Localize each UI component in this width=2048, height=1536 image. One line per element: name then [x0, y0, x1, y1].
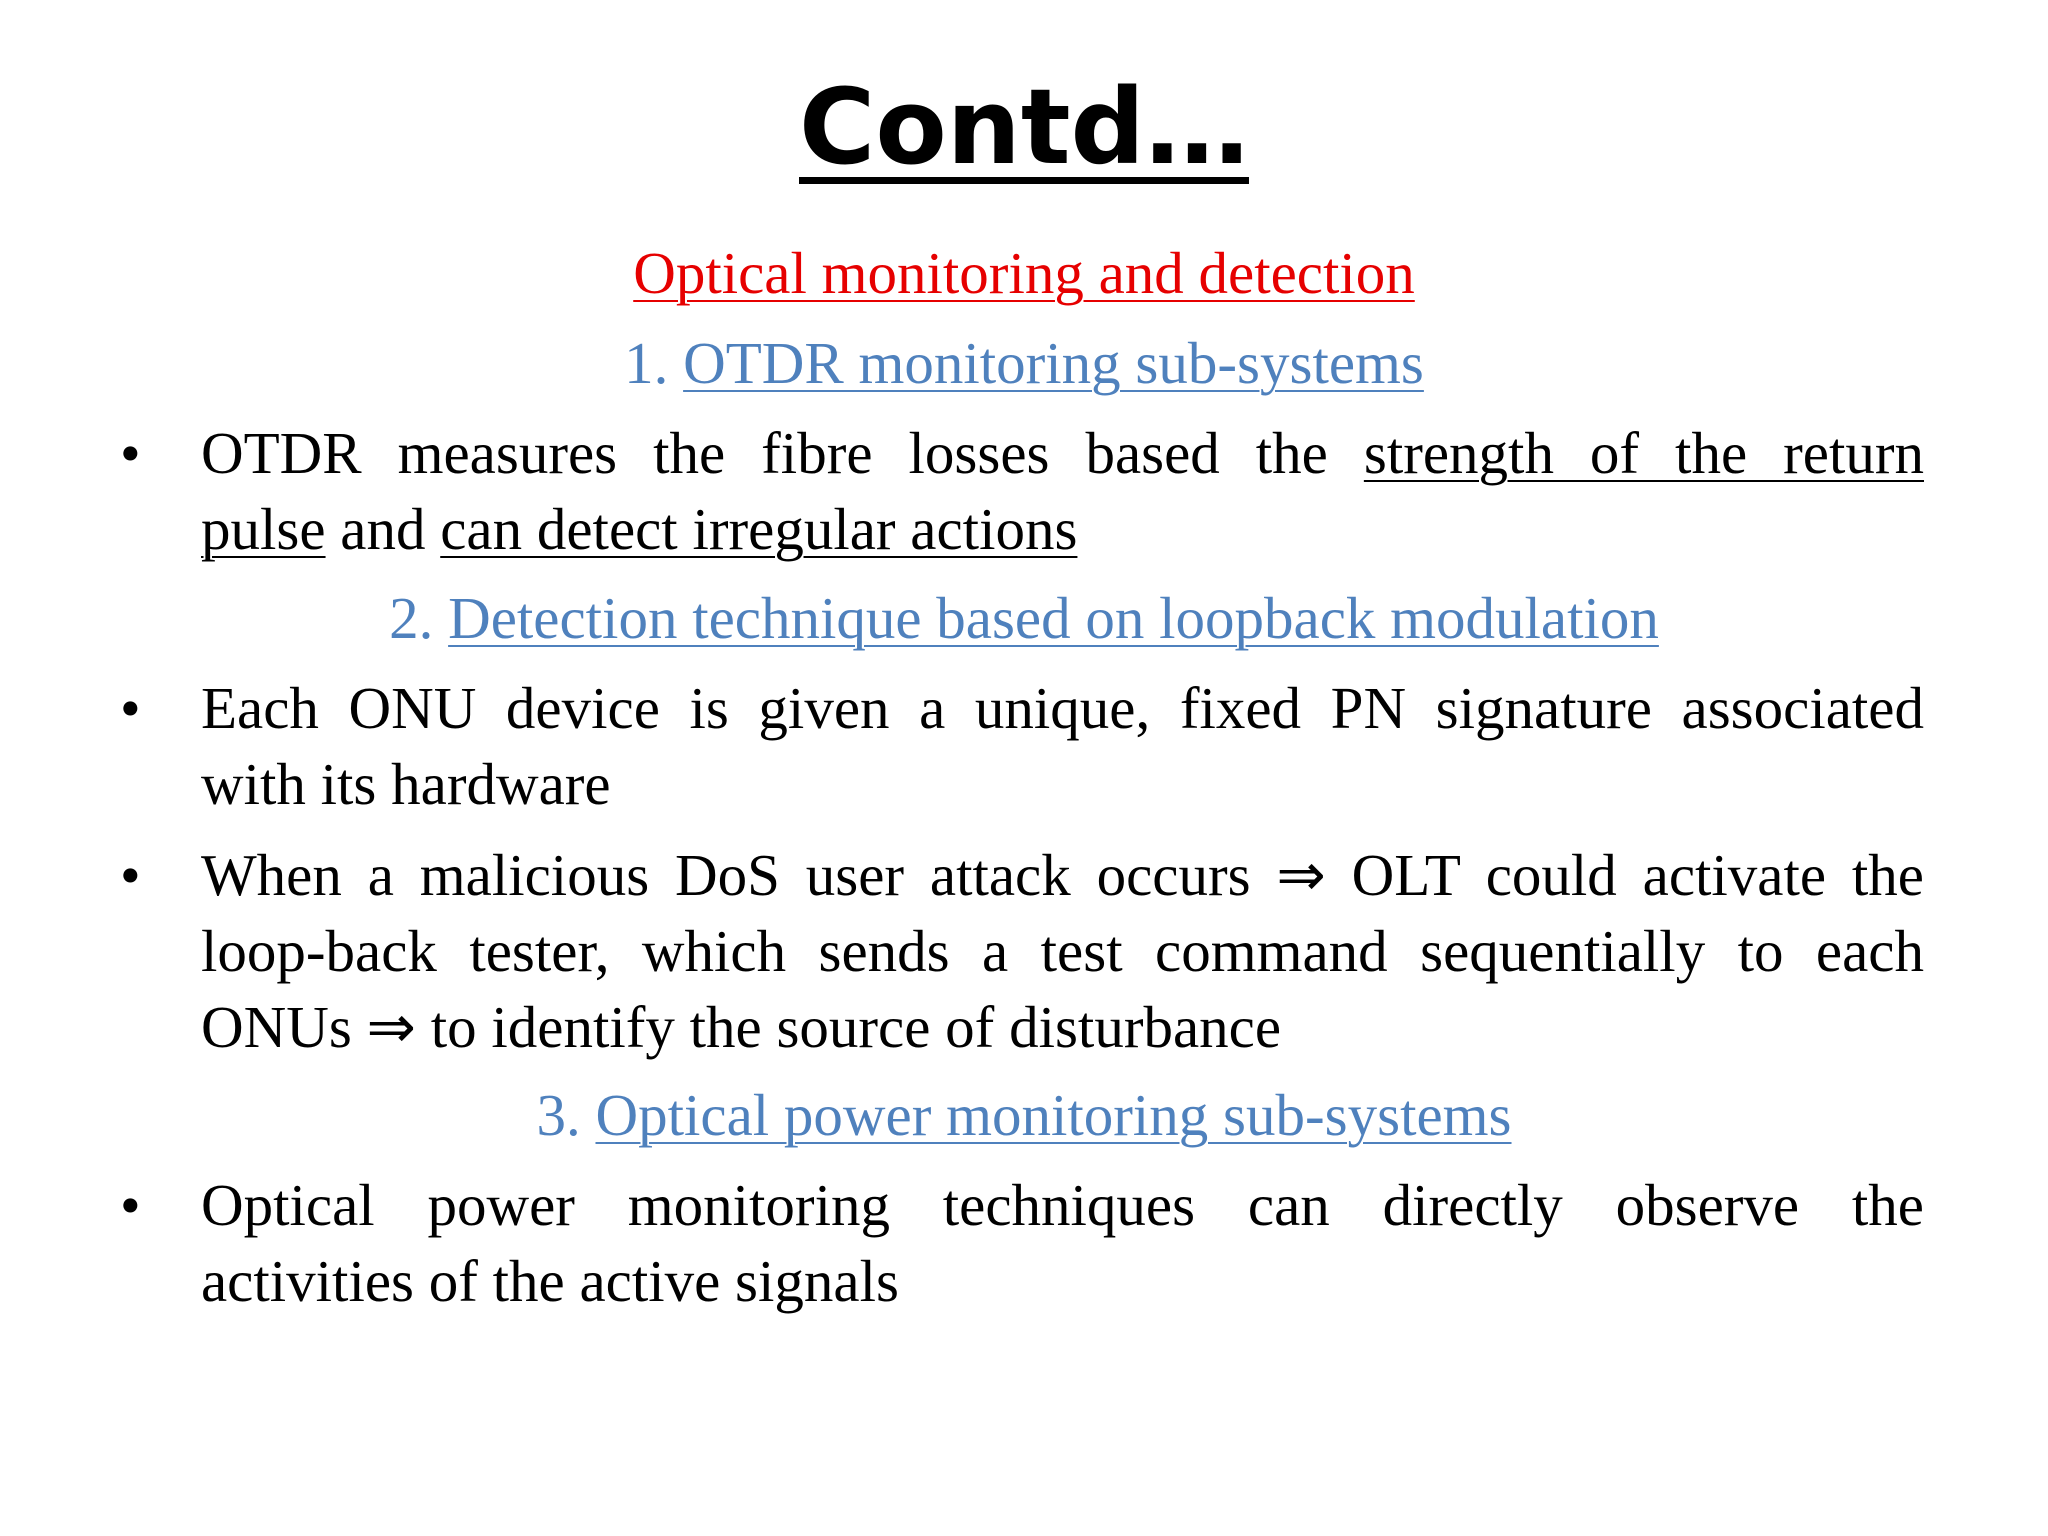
bullet-line: When a malicious DoS user attack occurs ⇒ OLT could activate the: [201, 842, 1924, 908]
bullet-text: [201, 415, 1924, 567]
bullet-line: Optical power monitoring techniques can directly observe the: [201, 1172, 1924, 1238]
underlined-text-run: strength of the return: [1363, 420, 1924, 486]
section-number-1: 1.: [624, 330, 684, 396]
bullet-dot: •: [120, 420, 141, 486]
slide-subtitle: [0, 235, 2048, 311]
bullet-text: [201, 837, 1924, 1065]
slide-title: Contd…: [799, 66, 1249, 188]
subtitle-text: Optical monitoring and detection: [633, 240, 1415, 306]
section-heading-text-2: Detection technique based on loopback modulation: [448, 585, 1659, 651]
bullet-dot: •: [120, 1172, 141, 1238]
bullet-line: with its hardware: [201, 751, 611, 817]
underlined-text-run: pulse: [201, 496, 326, 562]
bullet-line: Each ONU device is given a unique, fixed PN signature associated: [201, 675, 1924, 741]
underlined-text-run: can detect irregular actions: [440, 496, 1078, 562]
section-heading-text-1: OTDR monitoring sub-systems: [683, 330, 1424, 396]
bullet-line: [201, 491, 1924, 567]
bullet-text: [201, 670, 1924, 822]
section-heading-text-3: Optical power monitoring sub-systems: [595, 1082, 1512, 1148]
bullet-line: loop-back tester, which sends a test command sequentially to each: [201, 918, 1924, 984]
bullet-dot: •: [120, 675, 141, 741]
section-heading-2: [0, 580, 2048, 656]
bullet-dot: •: [120, 842, 141, 908]
bullet-text: [201, 1167, 1924, 1319]
section-heading-1: [0, 325, 2048, 401]
section-number-2: 2.: [389, 585, 449, 651]
bullet-line: activities of the active signals: [201, 1248, 899, 1314]
bullet-line: [201, 415, 1924, 491]
section-heading-3: [0, 1077, 2048, 1153]
bullet-line: ONUs ⇒ to identify the source of disturbance: [201, 994, 1282, 1060]
text-run: and: [325, 496, 441, 562]
section-number-3: 3.: [536, 1082, 596, 1148]
text-run: OTDR measures the fibre losses based the: [201, 420, 1364, 486]
